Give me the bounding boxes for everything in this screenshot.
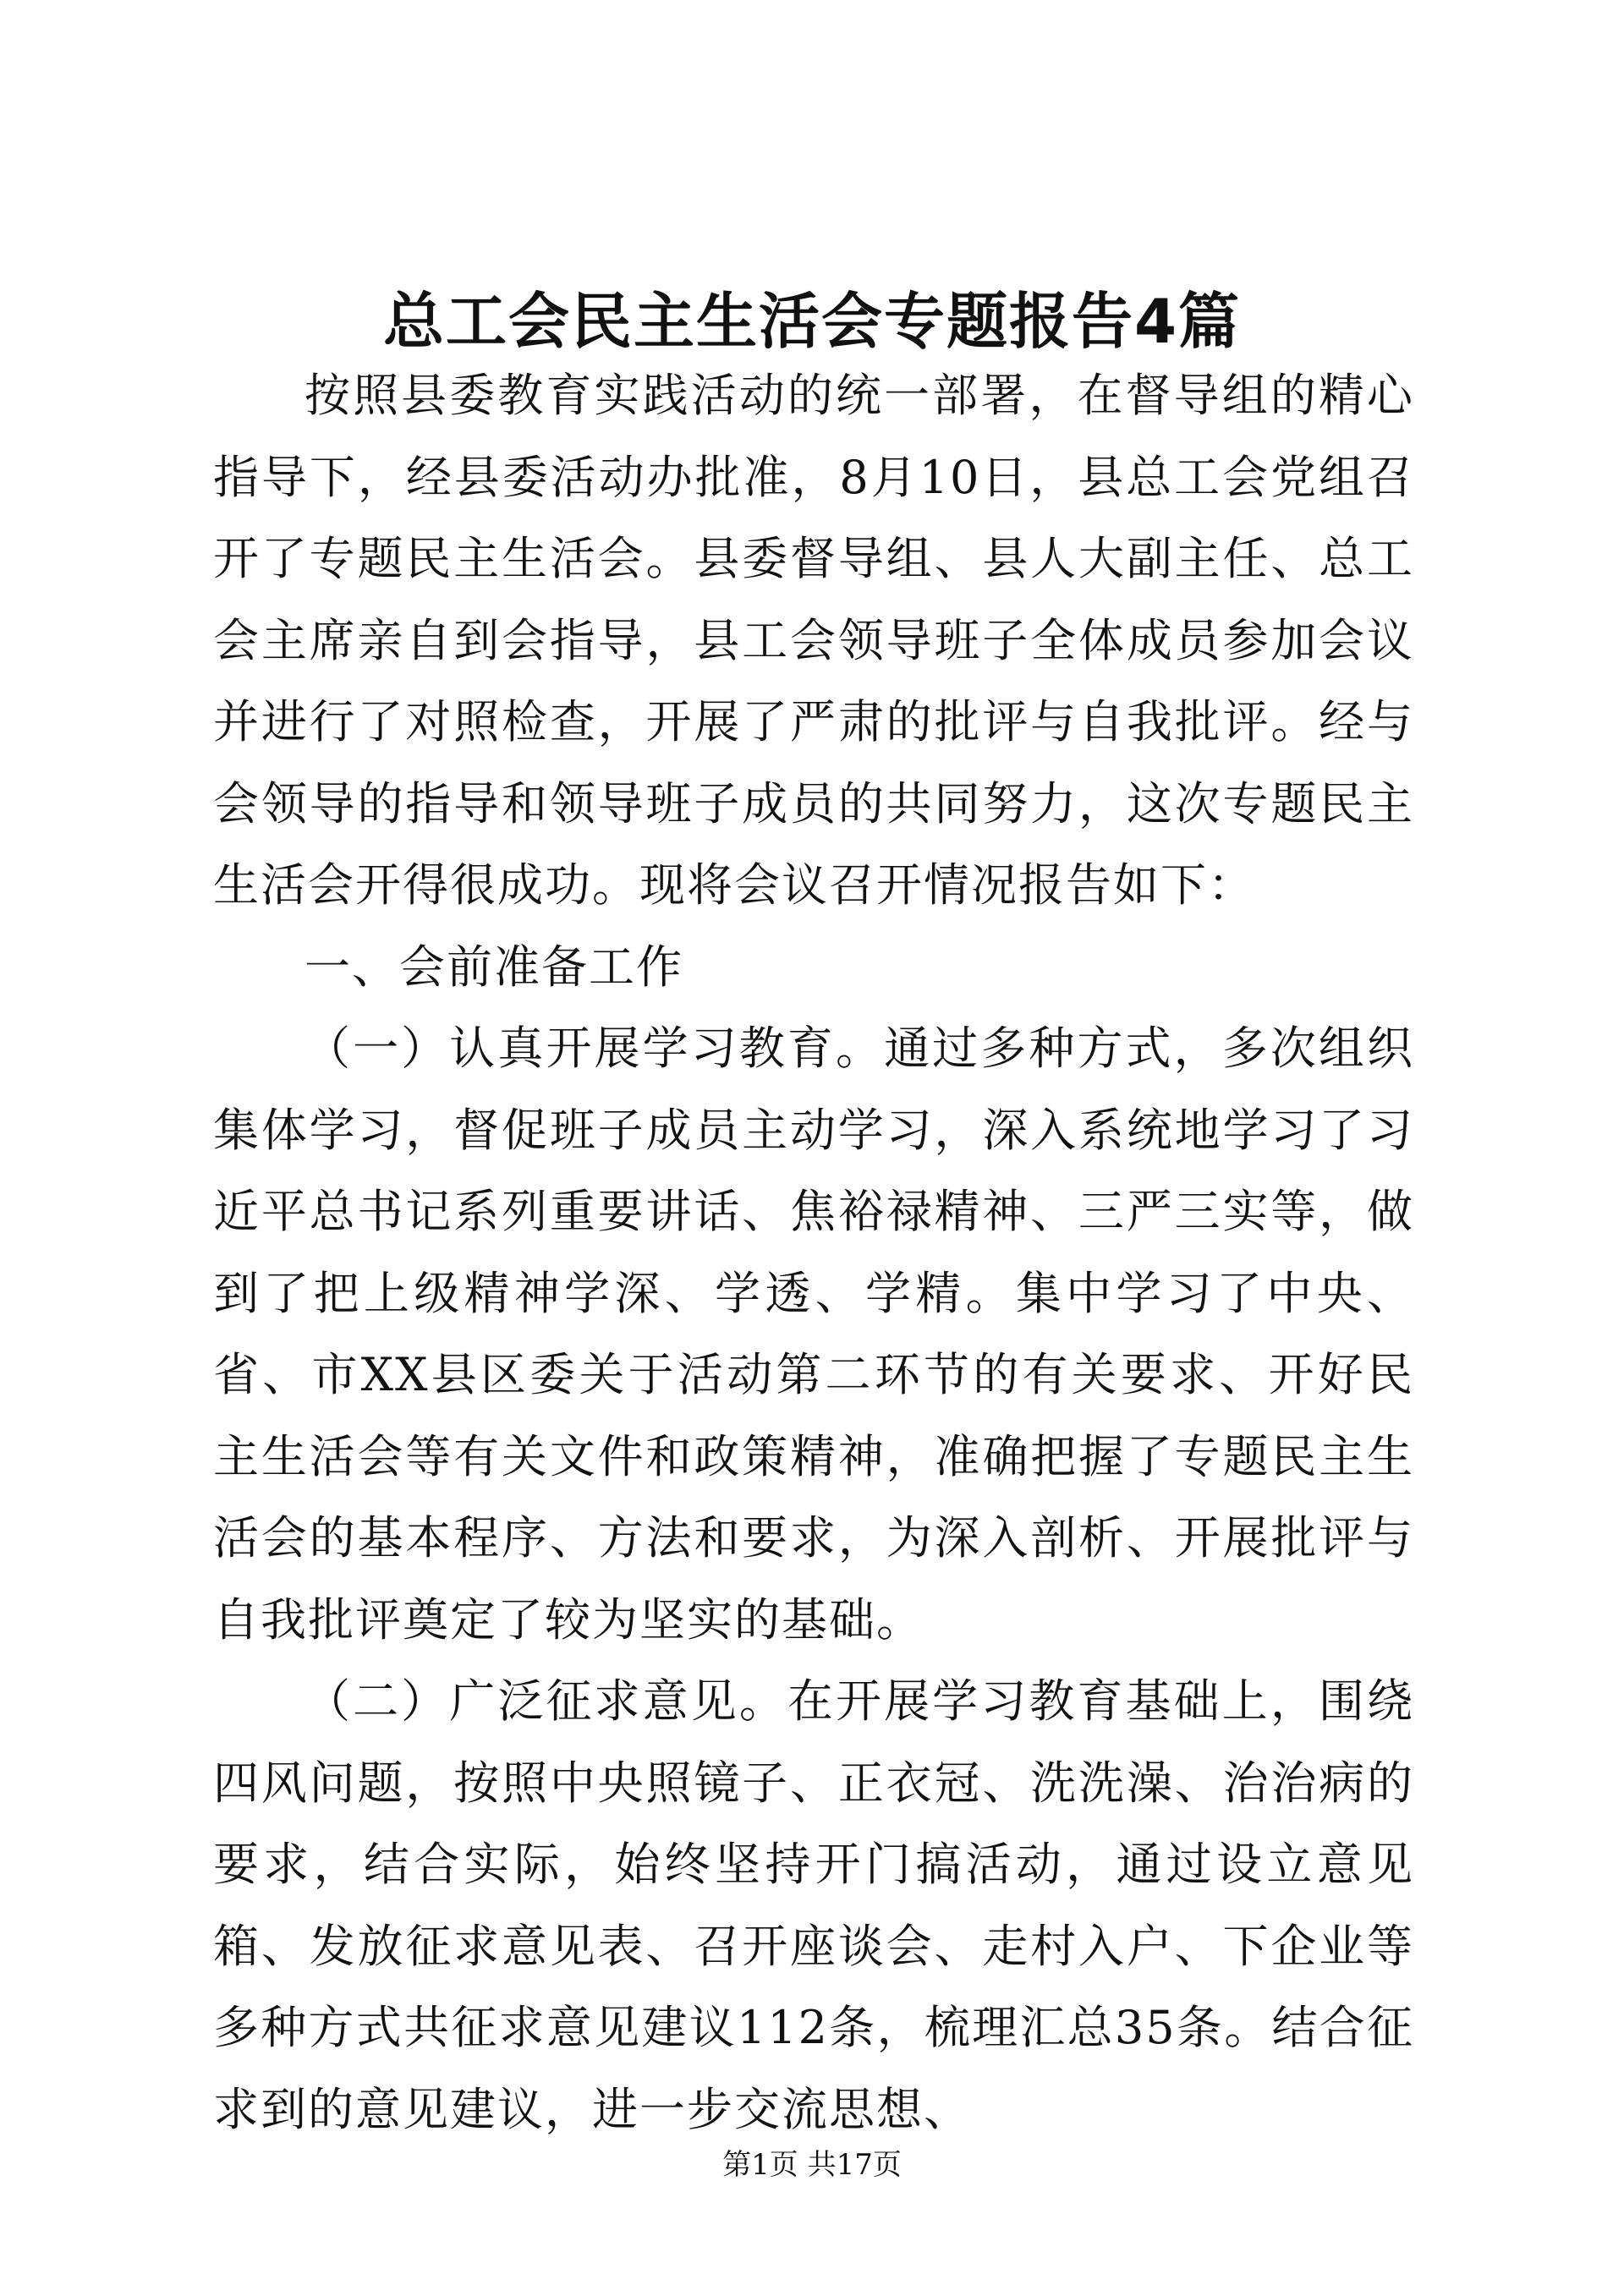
document-body: [213, 355, 1414, 2151]
page-number-footer: 第1页 共17页: [722, 2148, 902, 2182]
section-heading-preparation: 一、会前准备工作: [304, 940, 683, 994]
paragraph-study-education: （一）认真开展学习教育。通过多种方式，多次组织集体学习，督促班子成员主动学习，深入系统地学习了习近平总书记系列重要讲话、焦裕禄精神、三严三实等，做到了把上级精神学深、学透、学精。集中学习了中央、省、市XX县区委关于活动第二环节的有关要求、开好民主生活会等有关文件和政策精神，准确把握了专题民主生活会的基本程序、方法和要求，为深入剖析、开展批评与自我批评奠定了较为坚实的基础。: [213, 1022, 1414, 1647]
document-title: 总工会民主生活会专题报告4篇: [382, 286, 1242, 357]
paragraph-intro: 按照县委教育实践活动的统一部署，在督导组的精心指导下，经县委活动办批准，8月10日，县总工会党组召开了专题民主生活会。县委督导组、县人大副主任、总工会主席亲自到会指导，县工会领导班子全体成员参加会议并进行了对照检查，开展了严肃的批评与自我批评。经与会领导的指导和领导班子成员的共同努力，这次专题民主生活会开得很成功。现将会议召开情况报告如下：: [213, 369, 1414, 912]
paragraph-collect-opinions: （二）广泛征求意见。在开展学习教育基础上，围绕四风问题，按照中央照镜子、正衣冠、洗洗澡、治治病的要求，结合实际，始终坚持开门搞活动，通过设立意见箱、发放征求意见表、召开座谈会、走村入户、下企业等多种方式共征求意见建议112条，梳理汇总35条。结合征求到的意见建议，进一步交流思想、: [213, 1674, 1414, 2136]
